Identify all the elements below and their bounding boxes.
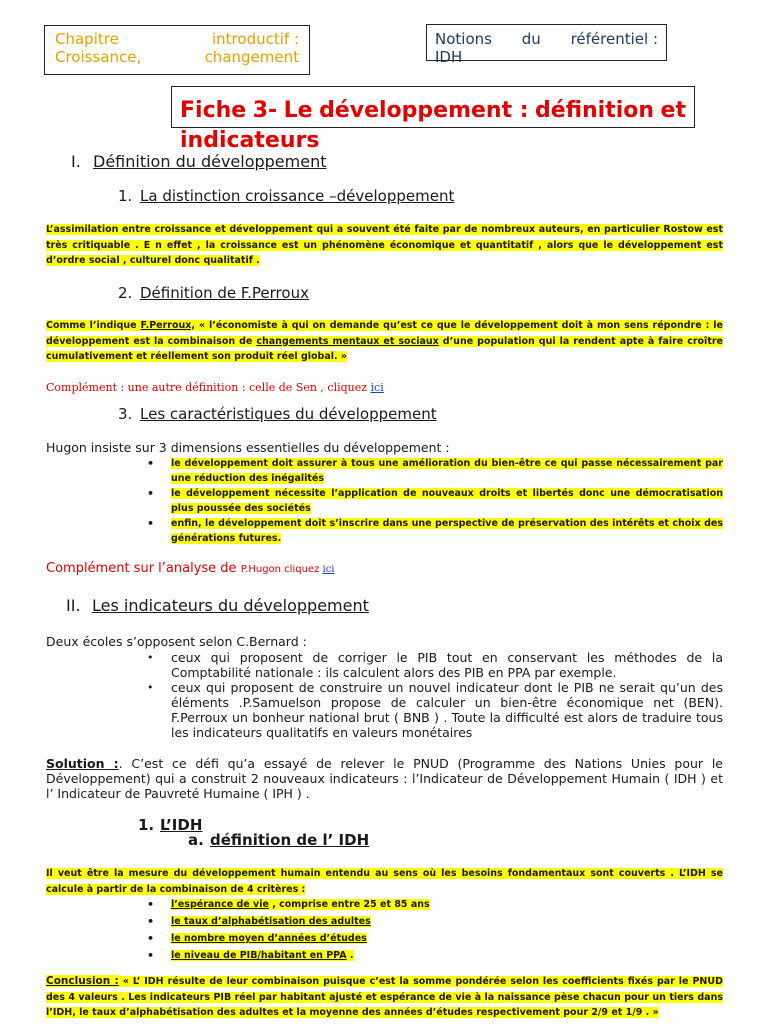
chapter-line-2 [55, 48, 299, 66]
subsection-1-3-heading [118, 405, 437, 423]
hugon-complement-text: Complément sur l’analyse de [46, 561, 241, 576]
idh-paragraph [46, 866, 723, 897]
chapter-box [44, 25, 310, 75]
criterion-rest: , comprise entre 25 et 85 ans [268, 899, 430, 910]
solution-label: Solution : [46, 756, 119, 771]
sen-link[interactable]: ici [370, 381, 384, 394]
conclusion-text: « L’ IDH résulte de leur combinaison puisque c’est la somme pondérée selon les coefficients fixés par le PNUD des 4 valeurs . Les indicateurs PIB réel par habitant ajusté et espérance de vie à la naissance pèse chacun pour un tiers dans l’IDH, le taux d’alphabétisation des adultes et la moyenne des années d’études respectivement pour 2/9 et 1/9 . » [46, 976, 723, 1018]
sen-complement [46, 376, 384, 395]
subsection-2-1-a-heading [188, 831, 369, 849]
section-2-title: Les indicateurs du développement [92, 596, 369, 615]
subsection-number: 2. [118, 284, 133, 302]
subsection-1-2-heading [118, 284, 309, 302]
fiche-title-word: Le [283, 98, 313, 123]
criterion-rest: . [346, 950, 354, 961]
notions-line-1 [435, 30, 658, 48]
criterion-label: le niveau de PIB/habitant en PPA [171, 950, 347, 961]
perroux-text-c: d’une population qui la rendent apte à faire croître cumulativement et réellement son produit réel global. » [46, 335, 723, 362]
fiche-title-word: 3- [252, 98, 278, 123]
chapter-word: introductif : [212, 30, 299, 48]
subsection-title: Définition de F.Perroux [140, 284, 309, 302]
chapter-word: Croissance, [55, 48, 142, 66]
notions-word: du [521, 30, 541, 48]
criterion-label: l’espérance de vie [171, 899, 269, 910]
idh-criteria-list [171, 897, 471, 965]
fiche-title-word: et [660, 98, 686, 123]
subsection-title: Les caractéristiques du développement [140, 405, 437, 423]
subsection-number: 1. [138, 816, 155, 834]
perroux-author: F.Perroux [140, 320, 192, 331]
section-2-heading [66, 596, 369, 615]
list-item-text: le développement nécessite l’application de nouveaux droits et libertés donc une démocratisation plus poussée des sociétés [171, 488, 723, 514]
fiche-title-box [171, 86, 695, 153]
hugon-complement-small: P.Hugon cliquez [240, 564, 323, 575]
chapter-word: Chapitre [55, 30, 119, 48]
schools-intro: Deux écoles s’opposent selon C.Bernard : [46, 634, 307, 649]
notions-word: référentiel : [570, 30, 658, 48]
distinction-text: L’assimilation entre croissance et développement qui a souvent été faite par de nombreux auteurs, en particulier Rostow est très critiquable . E n effet , la croissance est un phénomène économique et quantitatif , alors que le développement est d’ordre social , culturel donc qualitatif . [46, 224, 723, 266]
subsection-number: 1. [118, 187, 133, 205]
list-item [171, 516, 723, 546]
subsection-title: La distinction croissance –développement [140, 187, 455, 205]
fiche-title-line-1 [180, 96, 686, 126]
chapter-word: changement [204, 48, 299, 66]
conclusion-paragraph [46, 974, 723, 1021]
notions-line-2: IDH [435, 48, 463, 66]
notions-word: Notions [435, 30, 492, 48]
fiche-title-line-2: indicateurs [180, 128, 320, 153]
perroux-text-a: Comme l’indique [46, 320, 141, 331]
section-1-title: Définition du développement [93, 152, 327, 171]
subsection-number: 3. [118, 405, 133, 423]
hugon-bullet-list [171, 456, 723, 546]
perroux-text-b: , « l’économiste à qui on demande qu’est ce que le développement doit à mon sens répondre : le développement est la combinaison de [46, 320, 723, 347]
subsection-title: L’IDH [160, 816, 203, 834]
subsection-1-1-heading [118, 187, 454, 205]
list-item-text: ceux qui proposent de construire un nouvel indicateur dont le PIB ne serait qu’un des éléments .P.Samuelson propose de calculer un bien-être économique net (BEN). F.Perroux un bonheur national brut ( BNB ) . Toute la difficulté est alors de traduire tous les indicateurs qualitatifs en valeurs monétaires [171, 680, 723, 740]
list-item-text: ceux qui proposent de corriger le PIB tout en conservant les méthodes de la Comptabilité nationale : ils calculent alors des PIB en PPA par exemple. [171, 650, 723, 680]
list-item [171, 650, 723, 680]
solution-paragraph [46, 756, 723, 801]
solution-text: . C’est ce défi qu’a essayé de relever le PNUD (Programme des Nations Unies pour le Développement) qui a construit 2 nouveaux indicateurs : l’Indicateur de Développement Humain ( IDH ) et l’ Indicateur de Pauvreté Humaine ( IPH ) . [46, 756, 724, 801]
schools-bullet-list [171, 650, 723, 740]
criterion-label: le taux d’alphabétisation des adultes [171, 916, 371, 927]
notions-box [426, 24, 667, 66]
criterion-label: le nombre moyen d’années d’études [171, 933, 367, 944]
section-1-heading [71, 152, 327, 171]
fiche-title-word: définition [535, 98, 655, 123]
list-item [171, 680, 723, 740]
list-item [171, 486, 723, 516]
list-item [171, 897, 471, 912]
list-item-text: enfin, le développement doit s’inscrire dans une perspective de préservation des intérêts et choix des générations futures. [171, 518, 723, 544]
perroux-paragraph [46, 318, 723, 365]
chapter-line-1 [55, 30, 299, 48]
subsection-letter: a. [188, 831, 204, 849]
sen-complement-text: Complément : une autre définition : celle de Sen , cliquez [46, 381, 371, 394]
fiche-title-word: Fiche [180, 98, 247, 123]
section-1-numeral: I. [71, 152, 81, 171]
list-item-text: le développement doit assurer à tous une amélioration du bien-être ce qui passe nécessairement par une réduction des inégalités [171, 458, 723, 484]
list-item [171, 456, 723, 486]
perroux-underlined: changements mentaux et sociaux [256, 335, 439, 347]
list-item [171, 914, 471, 929]
subsection-title: définition de l’ IDH [210, 831, 370, 849]
hugon-intro: Hugon insiste sur 3 dimensions essentielles du développement : [46, 440, 450, 455]
distinction-paragraph [46, 222, 723, 269]
hugon-link[interactable]: ici [322, 564, 335, 575]
hugon-complement [46, 557, 335, 576]
list-item [171, 948, 471, 963]
list-item [171, 931, 471, 946]
idh-text: Il veut être la mesure du développement humain entendu au sens où les besoins fondamentaux sont couverts . L’IDH se calcule à partir de la combinaison de 4 critères : [46, 868, 723, 895]
conclusion-label: Conclusion : [46, 975, 119, 987]
section-2-numeral: II. [66, 596, 81, 615]
fiche-title-word: développement : [319, 98, 529, 123]
